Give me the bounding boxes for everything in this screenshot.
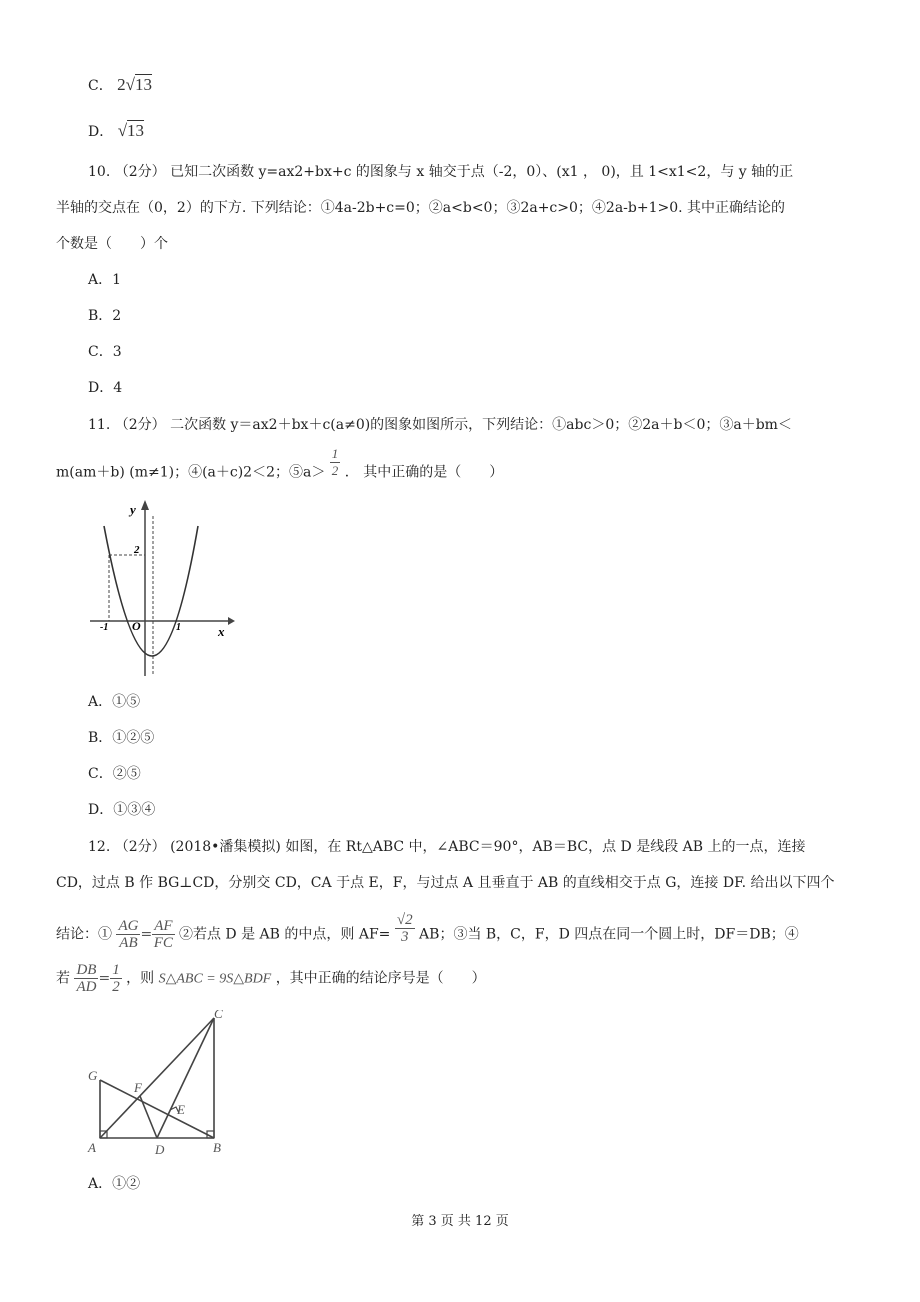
q12-line3: 结论：① $\frac{AG}{AB}$ = $\frac{AF}{FC}$ ②若点 D 是 AB 的中点，则 AF= $\frac{√2}{3}$ AB；③当 B，C，F，D 四点在同一个圆上时，DF＝DB；④ <box>56 912 799 951</box>
q12-option-a: A．①② <box>88 1176 141 1192</box>
q12-line1: 12. （2分） (2018•潘集模拟) 如图，在 Rt△ABC 中，∠ABC＝90°，AB＝BC，点 D 是线段 AB 上的一点，连接 <box>88 839 806 855</box>
fraction-db-ad: $\frac{DB}{AD}$ <box>76 962 97 995</box>
q11-option-a: A．①⑤ <box>88 694 141 710</box>
q10-option-a: A．1 <box>88 272 122 288</box>
label-e: E <box>177 1102 185 1117</box>
q11-line2: m(am＋b) (m≠1)；④(a＋c)2＜2；⑤a＞ $\frac{1}{2}$ ． 其中正确的是（ ） <box>56 446 504 481</box>
q10-line1: 10. （2分） 已知二次函数 y=ax2+bx+c 的图象与 x 轴交于点（-2，0）、(x1 ， 0)，且 1<x1<2，与 y 轴的正 <box>88 164 794 180</box>
segment-gb <box>100 1080 214 1138</box>
tick-neg1: -1 <box>100 622 109 633</box>
label-b: B <box>213 1140 221 1155</box>
parabola-curve <box>104 526 198 656</box>
segment-fd <box>140 1096 157 1138</box>
q12-line2: CD，过点 B 作 BG⊥CD，分别交 CD，CA 于点 E，F，与过点 A 且垂直于 AB 的直线相交于点 G，连接 DF. 给出以下四个 <box>56 875 835 891</box>
sqrt-expression: 2√13 <box>117 75 153 94</box>
tick-1: 1 <box>176 622 181 633</box>
area-expression: S△ABC = 9S△BDF <box>158 971 272 987</box>
fraction-af-fc: $\frac{AF}{FC}$ <box>153 918 173 951</box>
q11-line1: 11. （2分） 二次函数 y＝ax2＋bx＋c(a≠0)的图象如图所示，下列结论：①abc＞0；②2a＋b＜0；③a＋bm＜ <box>88 417 792 433</box>
origin-label: O <box>132 619 141 633</box>
q11-option-c: C．②⑤ <box>88 766 141 782</box>
parabola-graph <box>90 496 235 681</box>
q11-option-b: B．①②⑤ <box>88 730 155 746</box>
fraction-1-2: $\frac{1}{2}$ <box>112 962 120 995</box>
x-label: x <box>218 624 225 639</box>
y-label: y <box>130 502 136 517</box>
q11-option-d: D．①③④ <box>88 802 156 818</box>
x-arrow-icon <box>228 617 235 625</box>
tick-2: 2 <box>134 544 140 556</box>
q10-option-c: C．3 <box>88 344 122 360</box>
label-g: G <box>88 1068 98 1083</box>
segment-ac <box>100 1018 214 1138</box>
y-arrow-icon <box>141 500 149 510</box>
fraction-sqrt2-3: $\frac{√2}{3}$ <box>396 912 413 945</box>
label-c: C <box>214 1010 223 1021</box>
label-d: D <box>155 1142 165 1157</box>
option-label: C． <box>88 78 113 94</box>
segment-dc <box>157 1018 214 1138</box>
option-d <box>88 122 144 141</box>
option-label: D． <box>88 124 114 140</box>
q12-line4: 若 $\frac{DB}{AD}$ = $\frac{1}{2}$ ，则 S△ABC = 9S△BDF ，其中正确的结论序号是（ ） <box>56 962 486 995</box>
q10-line3: 个数是（ ）个 <box>56 236 168 252</box>
sqrt-expression: √13 <box>117 121 145 140</box>
label-f: F <box>134 1080 142 1095</box>
q10-line2: 半轴的交点在（0，2）的下方. 下列结论：①4a-2b+c=0；②a<b<0；③2a+c>0；④2a-b+1>0. 其中正确结论的 <box>56 200 786 216</box>
fraction: $\frac{1}{2}$ <box>331 446 339 478</box>
q10-option-d: D．4 <box>88 380 123 396</box>
triangle-figure <box>82 1010 242 1160</box>
q10-option-b: B．2 <box>88 308 122 324</box>
page-footer: 第 3 页 共 12 页 <box>411 1214 509 1229</box>
option-c <box>88 76 152 95</box>
label-a: A <box>88 1140 96 1155</box>
fraction-ag-ab: $\frac{AG}{AB}$ <box>118 918 139 951</box>
